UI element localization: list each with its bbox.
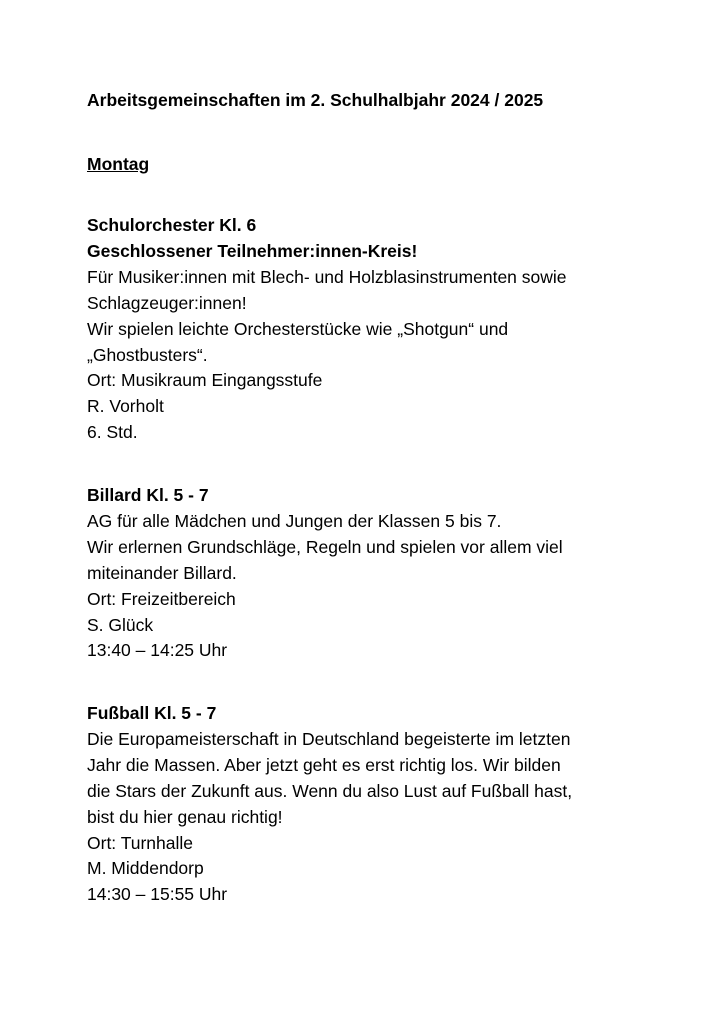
ag-title: Fußball Kl. 5 - 7 [87, 703, 217, 723]
ag-time: 6. Std. [87, 422, 138, 443]
ag-title: Billard Kl. 5 - 7 [87, 485, 209, 505]
ag-description-line: Wir spielen leichte Orchesterstücke wie „Shotgun“ und [87, 318, 509, 339]
ag-time: 13:40 – 14:25 Uhr [87, 640, 228, 661]
ag-entry-schulorchester [87, 213, 707, 446]
ag-description-line: miteinander Billard. [87, 562, 237, 583]
ag-teacher: R. Vorholt [87, 396, 164, 417]
ag-description-line: Jahr die Massen. Aber jetzt geht es erst richtig los. Wir bilden [87, 754, 561, 775]
ag-description-line: Für Musiker:innen mit Blech- und Holzblasinstrumenten sowie [87, 266, 567, 287]
day-heading: Montag [87, 154, 150, 174]
ag-description-line: AG für alle Mädchen und Jungen der Klassen 5 bis 7. [87, 510, 502, 531]
ag-location: Ort: Turnhalle [87, 832, 194, 853]
ag-description-line: Wir erlernen Grundschläge, Regeln und spielen vor allem viel [87, 536, 563, 557]
ag-description-line: Die Europameisterschaft in Deutschland begeisterte im letzten [87, 728, 571, 749]
ag-entry-fussball [87, 701, 707, 908]
ag-subtitle: Geschlossener Teilnehmer:innen-Kreis! [87, 240, 418, 261]
document-title: Arbeitsgemeinschaften im 2. Schulhalbjahr 2024 / 2025 [87, 90, 544, 110]
ag-description-line: bist du hier genau richtig! [87, 806, 283, 827]
ag-description-line: Schlagzeuger:innen! [87, 292, 247, 313]
ag-title: Schulorchester Kl. 6 [87, 215, 257, 235]
ag-entry-billard [87, 483, 707, 664]
ag-description-line: „Ghostbusters“. [87, 344, 208, 365]
ag-description-line: die Stars der Zukunft aus. Wenn du also Lust auf Fußball hast, [87, 780, 573, 801]
ag-time: 14:30 – 15:55 Uhr [87, 884, 228, 905]
ag-location: Ort: Musikraum Eingangsstufe [87, 370, 323, 391]
ag-teacher: M. Middendorp [87, 858, 204, 879]
ag-location: Ort: Freizeitbereich [87, 588, 236, 609]
ag-teacher: S. Glück [87, 614, 154, 635]
